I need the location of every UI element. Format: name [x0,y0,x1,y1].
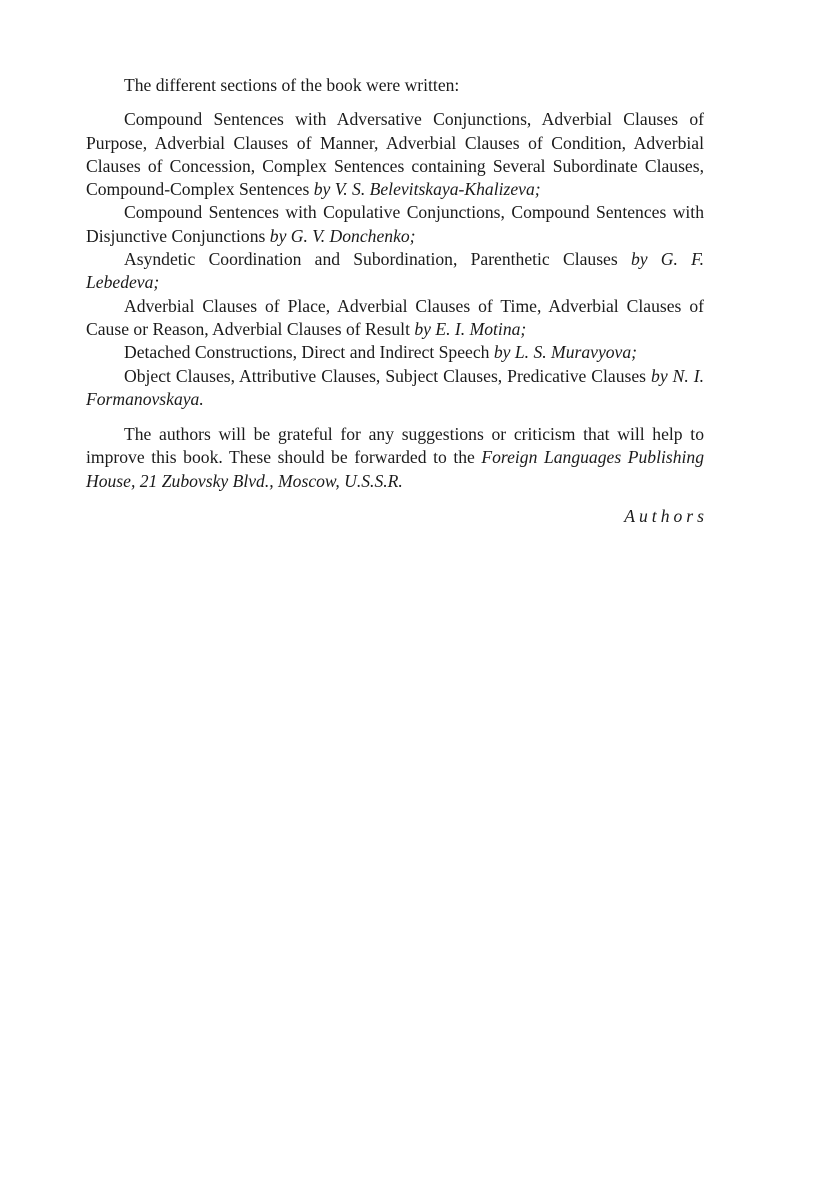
entry-author: N. I. Formanovskaya. [86,365,704,409]
entry-by: by [269,225,287,246]
entry-author: E. I. Motina; [435,318,527,339]
entry-sections: Asyndetic Coordination and Subordination, Parenthetic Clauses [124,249,618,270]
entry-by: by [493,342,511,363]
entry-sections: Adverbial Clauses of Place, Adverbial Clauses of Time, Adverbial Clauses of Cause or Reason, Adverbial Clauses of Result [86,295,704,339]
entry-by: by [313,179,331,200]
entry-sections: Detached Constructions, Direct and Indirect Speech [124,342,490,363]
section-entry-4 [86,295,704,342]
entry-by: by [414,318,431,339]
closing-paragraph [86,423,704,493]
entry-sections: Compound Sentences with Adversative Conjunctions, Adverbial Clauses of Purpose, Adverbial Clauses of Manner, Adverbial Clauses of Condition, Adverbial Clauses of Concession, Complex Sentences containing Several Subordinate Clauses, Compound-Complex Sentences [86,109,704,200]
entry-author: G. F. Lebedeva; [86,249,704,293]
signature: Authors [624,506,708,527]
document-page [86,74,708,528]
section-entry-2 [86,201,704,248]
entry-author: G. V. Donchenko; [290,225,416,246]
section-entry-6 [86,365,704,412]
closing-text: The authors will be grateful for any suggestions or criticism that will help to improve this book. These should be forwarded to the [86,424,704,468]
publisher-address: Foreign Languages Publishing House, 21 Zubovsky Blvd., Moscow, U.S.S.R. [86,447,704,491]
entry-author: L. S. Muravyova; [514,342,638,363]
entry-author: V. S. Belevitskaya-Khalizeva; [334,179,541,200]
intro-paragraph: The different sections of the book were written: [124,75,460,95]
section-entry-1 [86,108,704,201]
section-entry-5 [86,341,704,364]
entry-sections: Compound Sentences with Copulative Conjunctions, Compound Sentences with Disjunctive Conjunctions [86,202,704,246]
section-entry-3 [86,248,704,295]
entry-by: by [630,249,648,270]
sections-list [86,108,704,411]
entry-by: by [651,365,668,386]
entry-sections: Object Clauses, Attributive Clauses, Subject Clauses, Predicative Clauses [124,365,647,386]
